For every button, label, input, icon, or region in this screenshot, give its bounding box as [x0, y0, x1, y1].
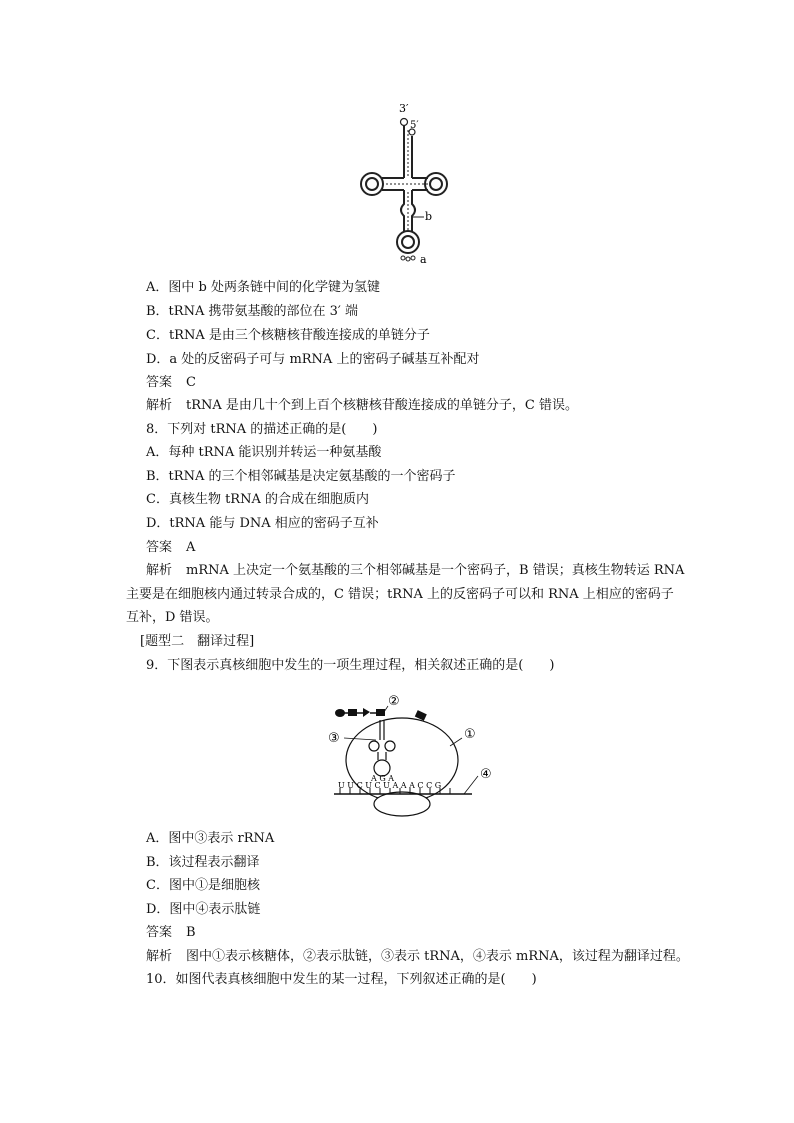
q8-question: 8．下列对 tRNA 的描述正确的是( ) [146, 422, 378, 437]
q8-option-c: C．真核生物 tRNA 的合成在细胞质内 [146, 492, 369, 507]
analysis-label: 解析 [146, 398, 173, 413]
label-circle-4: ④ [480, 767, 492, 782]
analysis-label: 解析 [146, 949, 173, 964]
answer-value: B [186, 925, 196, 940]
answer-label: 答案 [146, 925, 173, 940]
q9-question: 9．下图表示真核细胞中发生的一项生理过程，相关叙述正确的是( ) [146, 658, 555, 673]
q7-option-b: B．tRNA 携带氨基酸的部位在 3′ 端 [146, 304, 358, 319]
q9-option-b: B．该过程表示翻译 [146, 855, 260, 870]
q8-answer [146, 538, 195, 558]
label-circle-3: ③ [328, 731, 340, 746]
q9-answer [146, 923, 196, 943]
label-5prime: 5′ [410, 120, 419, 131]
q8-analysis-line2: 主要是在细胞核内通过转录合成的，C 错误；tRNA 上的反密码子可以和 RNA 上相应的密码子 [126, 587, 674, 602]
q9-option-a: A．图中③表示 rRNA [146, 831, 275, 846]
q9-analysis [146, 947, 689, 967]
q7-analysis [146, 396, 578, 416]
q7-answer [146, 373, 196, 393]
analysis-text: 图中①表示核糖体，②表示肽链，③表示 tRNA，④表示 mRNA，该过程为翻译过程。 [186, 949, 689, 964]
amino-acid-4 [376, 709, 385, 716]
q8-option-a: A．每种 tRNA 能识别并转运一种氨基酸 [146, 445, 382, 460]
answer-value: C [186, 375, 196, 390]
q7-option-d: D．a 处的反密码子可与 mRNA 上的密码子碱基互补配对 [146, 352, 480, 367]
q8-analysis [146, 561, 684, 581]
label-b: b [425, 210, 433, 223]
anticodon-label: A G A [371, 774, 395, 783]
mrna-sequence: U U C U C U A A A C C G [338, 781, 442, 790]
trna-cloverleaf-figure [352, 100, 452, 270]
answer-label: 答案 [146, 375, 173, 390]
q10-question: 10．如图代表真核细胞中发生的某一过程，下列叙述正确的是( ) [146, 972, 537, 987]
section-heading: [题型二 翻译过程] [140, 634, 255, 649]
q8-option-d: D．tRNA 能与 DNA 相应的密码子互补 [146, 516, 379, 531]
label-3prime: 3′ [399, 102, 409, 115]
translation-figure [326, 690, 506, 820]
answer-label: 答案 [146, 540, 173, 555]
analysis-label: 解析 [146, 563, 173, 578]
q8-option-b: B．tRNA 的三个相邻碱基是决定氨基酸的一个密码子 [146, 469, 456, 484]
q7-option-a: A．图中 b 处两条链中间的化学键为氢键 [146, 280, 380, 295]
answer-value: A [186, 540, 196, 555]
label-circle-2: ② [388, 694, 400, 709]
q7-option-c: C．tRNA 是由三个核糖核苷酸连接成的单链分子 [146, 328, 430, 343]
q8-analysis-line3: 互补，D 错误。 [126, 610, 219, 625]
amino-acid-2 [348, 709, 357, 716]
label-a: a [420, 253, 427, 266]
q9-option-d: D．图中④表示肽链 [146, 902, 261, 917]
analysis-text: tRNA 是由几十个到上百个核糖核苷酸连接成的单链分子，C 错误。 [186, 398, 579, 413]
label-circle-1: ① [464, 727, 476, 742]
amino-acid-3 [363, 708, 370, 717]
q9-option-c: C．图中①是细胞核 [146, 878, 260, 893]
analysis-text-line1: mRNA 上决定一个氨基酸的三个相邻碱基是一个密码子，B 错误；真核生物转运 RNA [186, 563, 685, 578]
amino-acid-1 [335, 709, 345, 717]
